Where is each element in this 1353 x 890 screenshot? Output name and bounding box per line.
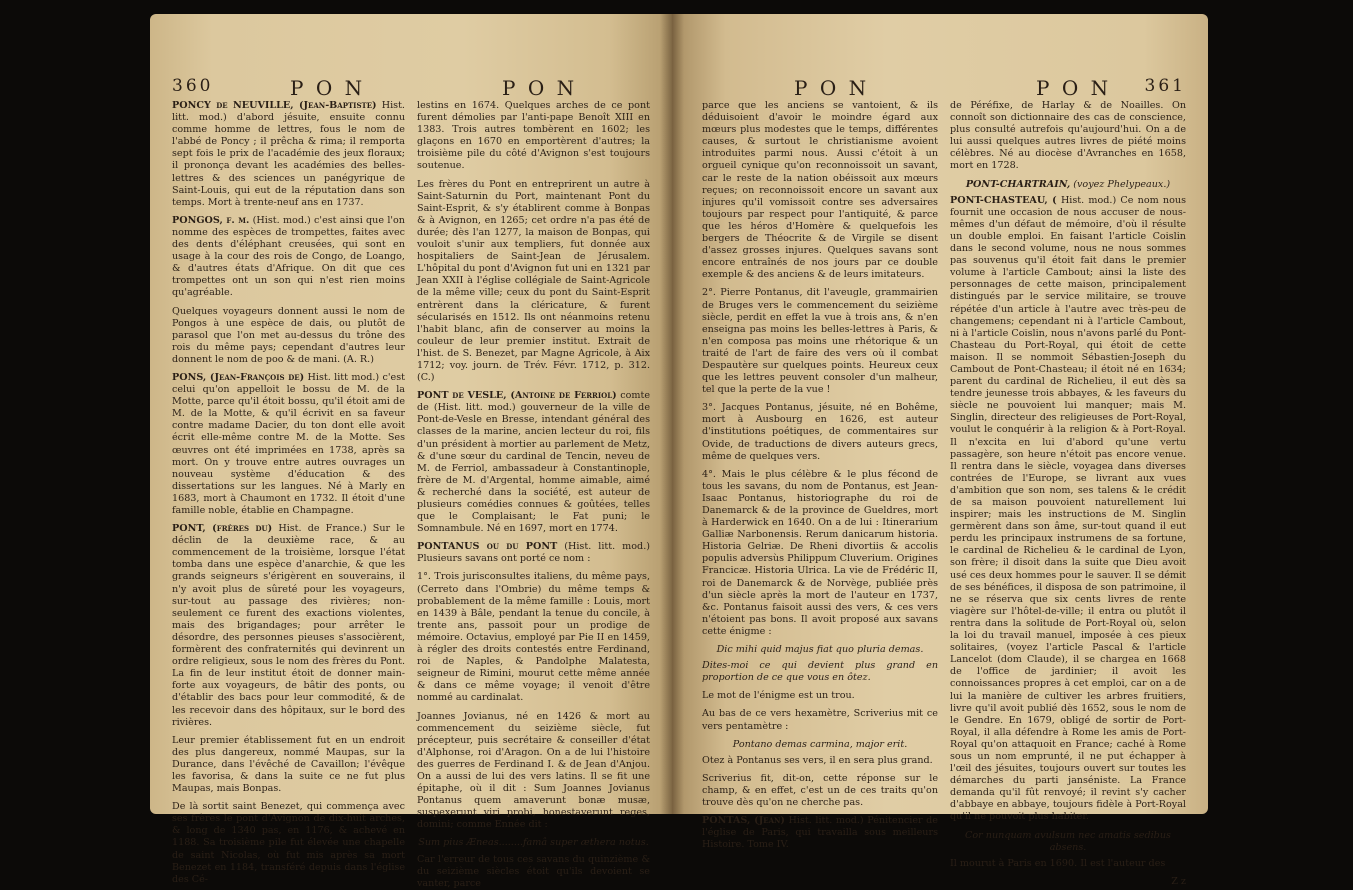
article-text: 3°. Jacques Pontanus, jésuite, né en Bohême, mort à Ausbourg en 1626, est auteur d'institutions poétiques, de commentaires sur Ovide, de traductions de divers auteurs grecs, même de quelques vers. bbox=[702, 402, 938, 462]
article-text: (voyez Phelypeaux.) bbox=[1073, 178, 1171, 190]
article-paragraph bbox=[702, 644, 938, 656]
article-paragraph bbox=[950, 179, 1186, 191]
article-paragraph bbox=[950, 830, 1186, 854]
article-paragraph bbox=[702, 100, 938, 281]
article-paragraph bbox=[172, 523, 405, 729]
article-text: (Hist. mod.) c'est ainsi que l'on nomme des espèces de trompettes, faites avec des dents d'éléphant creusées, qui sont en usage à la cour des rois de Congo, de Loango, & d'autres états d'Afrique. On dit que ces trompettes ont un son qui n'est rien moins qu'agréable. bbox=[172, 214, 405, 299]
article-text: De là sortit saint Benezet, qui commença avec ses frères le pont d'Avignon de dix-huit arches, & long de 1340 pas, en 1176, & achevé en 1188. Sa troisième pile fut élevée une chapelle de saint Nicolas, où fut mis après sa mort Benezet en 1184, transféré depuis dans l'église des Cé- bbox=[172, 801, 405, 885]
article-text: Z z bbox=[1171, 875, 1186, 887]
article-paragraph bbox=[172, 100, 405, 209]
article-paragraph bbox=[417, 541, 650, 565]
article-paragraph bbox=[417, 571, 650, 704]
headword: PONGOS, f. m. bbox=[172, 214, 250, 226]
article-text: parce que les anciens se vantoient, & ils déduisoient d'avoir le moindre égard aux mœurs plus modestes que le temps, différentes causes, & surtout le christianisme avoient introduites parmi nous. Aussi c'étoit à un orgueil cynique qu'on reconnoissoit un savant, car le reste de la nation obéissoit aux mœurs reçues; on reconnoissoit encore un savant aux injures qu'il vomissoit contre ses adversaires toujours par respect pour l'antiquité, & parce que les héros d'Homère & quelquefois les bergers de Théocrite & de Virgile se disent d'assez grosses injures. Quelques savans sont encore entraînés de nos jours par ce double exemple & des anciens & de leurs imitateurs. bbox=[702, 100, 938, 281]
article-text: Pontano demas carmina, major erit. bbox=[732, 738, 908, 750]
running-head-text: P O N bbox=[290, 76, 366, 100]
text-columns bbox=[172, 100, 650, 889]
article-paragraph bbox=[702, 469, 938, 638]
left-page bbox=[150, 14, 672, 889]
headword: PONT-CHASTEAU, ( bbox=[950, 194, 1057, 206]
article-paragraph bbox=[417, 711, 650, 832]
article-text: (Hist. litt. mod.) Plusieurs savans ont porté ce nom : bbox=[417, 541, 650, 565]
article-text: Hist. litt. mod.) Pénitencier de l'église de Paris, qui travailla sous meilleurs Histoire. Tome IV. bbox=[702, 815, 938, 851]
article-text: Scriverius fit, dit-on, cette réponse sur le champ, & en effet, c'est un de ces traits qu'on trouve dès qu'on ne cherche pas. bbox=[702, 772, 938, 808]
headword: PONT de VESLE, (Antoine de Ferriol) bbox=[417, 390, 617, 402]
article-paragraph bbox=[417, 179, 650, 385]
article-text: 2°. Pierre Pontanus, dit l'aveugle, grammairien de Bruges vers le commencement du seizième siècle, perdit en effet la vue à trois ans, & n'en enseigna pas moins les belles-lettres à Paris, & n'en composa pas moins une rhétorique & un traité de l'art de faire des vers où il combat Despautère sur quelques points. Heureux ceux que les lettres peuvent consoler d'un malheur, tel que la perte de la vue ! bbox=[702, 287, 938, 396]
article-text: Otez à Pontanus ses vers, il en sera plus grand. bbox=[702, 754, 933, 766]
running-head-right bbox=[702, 76, 1186, 98]
article-text: Hist. litt mod.) c'est celui qu'on appelloit le bossu de M. de la Motte, parce qu'il étoit bossu, qu'il étoit ami de M. de la Motte, & qu'il écrivit en sa faveur contre madame Dacier, du ton dont elle avoit écrit elle-même contre M. de la Motte. Ses œuvres ont été imprimées en 1738, après sa mort. On y trouve entre autres ouvrages un nouveau système d'éducation & des dissertations sur les langues. Né à Marly en 1683, mort à Chaumont en 1732. Il étoit d'une famille noble, établie en Champagne. bbox=[172, 371, 405, 516]
text-columns bbox=[702, 100, 1186, 887]
article-paragraph bbox=[950, 100, 1186, 173]
article-text: Hist. mod.) Ce nom nous fournit une occasion de nous accuser de nous-mêmes d'un défaut de mémoire, d'où il résulte un double emploi. En faisant l'article Coislin dans le second volume, nous ne nous sommes pas souvenus qu'il étoit fait dans le premier volume à l'article Cambout; ainsi la liste des personnages de cette maison, principalement distingués par le service militaire, se trouve répétée d'un article à l'autre avec très-peu de changemens; cependant ni à l'article Cambout, ni à l'article Coislin, nous n'avons parlé du Pont-Chasteau du Port-Royal, qui étoit de cette maison. Il se nommoit Sébastien-Joseph du Cambout de Pont-Chasteau; il étoit né en 1634; parent du cardinal de Richelieu, il eut dès sa tendre jeunesse trois abbayes, & les faveurs du siècle ne pouvoient lui manquer; mais M. Singlin, directeur des religieuses de Port-Royal, voulut le conquérir à la religion & à Port-Royal. Il n'excita en lui d'abord qu'une vertu passagère, son heure n'étoit pas encore venue. Il rentra dans le siècle, voyagea dans diverses contrées de l'Europe, se livrant aux vues d'ambition que son nom, ses talens & le crédit de sa maison pouvoient naturellement lui inspirer; mais les instructions de M. Singlin germèrent dans son âme, sur-tout quand il eut perdu les principaux instrumens de sa fortune, le cardinal de Richelieu & le cardinal de Lyon, son frère; il disoit dans la suite que Dieu avoit usé ces deux hommes pour le sauver. Il se démit de ses bénéfices, il disposa de son patrimoine, il ne se réserva que six cents livres de rente viagère sur l'hôtel-de-ville; il entra ou plutôt il rentra dans la solitude de Port-Royal où, selon la loi du travail manuel, imposée à ces pieux solitaires, (voyez l'article Pascal & l'article Lancelot (dom Claude), il se chargea en 1668 de l'office de jardinier; il avoit les connoissances propres à cet emploi, car on a de lui la manière de cultiver les arbres fruitiers, livre qu'il avoit publié dès 1652, sous le nom de le Gendre. En 1679, obligé de sortir de Port-Royal, il alla défendre à Rome les amis de Port-Royal qu'on attaquoit en France; caché à Rome sous un nom emprunté, il ne put échapper à l'œil des jésuites, toujours ouvert sur toutes les démarches du parti janséniste. La France demanda qu'il fût renvoyé; il revint s'y cacher d'abbaye en abbaye, toujours fidèle à Port-Royal qu'il ne pouvoit plus habiter. bbox=[950, 194, 1186, 823]
headword: PONS, (Jean-François de) bbox=[172, 371, 305, 383]
article-paragraph bbox=[702, 708, 938, 732]
article-text: Dic mihi quid majus fiat quo pluria demas. bbox=[716, 644, 924, 656]
headword: PONTANUS ou du PONT bbox=[417, 541, 558, 553]
article-text: Hist. litt. mod.) d'abord jésuite, ensuite connu comme homme de lettres, fous le nom de l'abbé de Poncy ; il prêcha & rima; il remporta sept fois le prix de l'académie des jeux floraux; il prononça devant les académies des belles-lettres & des sciences un panégyrique de Saint-Louis, qui eut de la réputation dans son temps. Mort à trente-neuf ans en 1737. bbox=[172, 100, 405, 208]
article-paragraph bbox=[950, 195, 1186, 824]
article-paragraph bbox=[702, 755, 938, 767]
article-paragraph bbox=[702, 402, 938, 462]
article-paragraph bbox=[417, 100, 650, 173]
article-text: 1°. Trois jurisconsultes italiens, du même pays, (Cerreto dans l'Ombrie) du même temps & probablement de la même famille : Louis, mort en 1439 à Bâle, pendant la tenue du concile, à trente ans, passoit pour un prodige de mémoire. Octavius, employé par Pie II en 1459, à régler des droits contestés entre Ferdinand, roi de Naples, & Pandolphe Malatesta, seigneur de Rimini, mourut cette même année & dans ce même voyage; il venoit d'être nommé au cardinalat. bbox=[417, 571, 650, 704]
article-paragraph bbox=[702, 815, 938, 851]
article-paragraph bbox=[950, 858, 1186, 870]
article-paragraph bbox=[702, 287, 938, 396]
article-paragraph bbox=[172, 372, 405, 517]
headword: PONCY de NEUVILLE, (Jean-Baptiste) bbox=[172, 100, 377, 111]
page-number: 360 bbox=[172, 76, 214, 96]
article-paragraph bbox=[702, 739, 938, 751]
article-text: de Péréfixe, de Harlay & de Noailles. On connoît son dictionnaire des cas de conscience, plus consulté autrefois qu'aujourd'hui. On a de lui aussi quelques autres livres de piété moins célèbres. Né au diocèse d'Avranches en 1658, mort en 1728. bbox=[950, 100, 1186, 172]
article-text: Hist. de France.) Sur le déclin de la deuxième race, & au commencement de la troisième, lorsque l'état tomba dans une espèce d'anarchie, & que les grands seigneurs s'érigèrent en souverains, il n'y avoit plus de sûreté pour les voyageurs, sur-tout au passage des rivières; non-seulement ce furent des exactions violentes, mais des brigandages; pour arrêter le désordre, des personnes pieuses s'associèrent, formèrent des confraternités qui devinrent un ordre religieux, sous le nom des frères du Pont. La fin de leur institut étoit de donner main-forte aux voyageurs, de bâtir des ponts, ou d'établir des bacs pour leur commodité, & de les recevoir dans des hôpitaux, sur le bord des rivières. bbox=[172, 523, 405, 728]
headword: PONTAS, (Jean) bbox=[702, 815, 785, 827]
column bbox=[702, 100, 938, 851]
article-paragraph bbox=[702, 773, 938, 809]
article-text: Quelques voyageurs donnent aussi le nom de Pongos à une espèce de dais, ou plutôt de parasol que l'on met au-dessus du trône des rois du même pays; cependant d'autres leur donnent le nom de poo & de mani. (A. R.) bbox=[172, 305, 405, 365]
article-paragraph bbox=[702, 690, 938, 702]
column bbox=[172, 100, 405, 885]
book-gutter bbox=[660, 14, 684, 814]
column bbox=[950, 100, 1186, 887]
column bbox=[417, 100, 650, 889]
article-paragraph bbox=[702, 660, 938, 684]
article-text: lestins en 1674. Quelques arches de ce pont furent démolies par l'anti-pape Benoît XIII en 1383. Trois autres tombèrent en 1602; les glaçons en 1670 en emportèrent d'autres; la troisième pile du côté d'Avignon s'est toujours soutenue. bbox=[417, 100, 650, 172]
article-text: Au bas de ce vers hexamètre, Scriverius mit ce vers pentamètre : bbox=[702, 708, 938, 732]
article-paragraph bbox=[417, 390, 650, 535]
running-head-text: P O N bbox=[502, 76, 578, 100]
article-text: Les frères du Pont en entreprirent un autre à Saint-Saturnin du Port, maintenant Pont du Saint-Esprit, & s'y établirent comme à Bonpas & à Avignon, en 1265; cet ordre n'a pas été de durée; dès l'an 1277, la maison de Bonpas, qui vouloit s'unir aux templiers, fut donnée aux hospitaliers de Saint-Jean de Jérusalem. L'hôpital du pont d'Avignon fut uni en 1321 par Jean XXII à l'église collégiale de Saint-Agricole de la même ville; ceux du pont du Saint-Esprit entrèrent dans la cléricature, & furent sécularisés en 1512. Ils ont néanmoins retenu l'habit blanc, afin de conserver au moins la couleur de leur premier institut. Extrait de l'hist. de S. Benezet, par Magne Agricole, à Aix 1712; voy. journ. de Trév. Févr. 1712, p. 312. (C.) bbox=[417, 178, 650, 384]
article-text: Dites-moi ce qui devient plus grand en proportion de ce que vous en ôtez. bbox=[702, 660, 938, 684]
running-head-text: P O N bbox=[794, 76, 870, 100]
article-paragraph bbox=[172, 735, 405, 795]
article-text: Car l'erreur de tous ces savans du quinzième & du seizième siècles étoit qu'ils devoient se vanter, parce bbox=[417, 853, 650, 889]
article-paragraph bbox=[172, 801, 405, 886]
article-text: 4°. Mais le plus célèbre & le plus fécond de tous les savans, du nom de Pontanus, est Jean-Isaac Pontanus, historiographe du roi de Danemarck & de la province de Gueldres, mort à Harderwick en 1640. On a de lui : Itinerarium Galliæ Narbonensis. Rerum danicarum historia. Historia Gelriæ. De Rheni divortiis & accolis populis adversùs Philippum Cluverium. Origines Francicæ. Historia Ulrica. La vie de Frédéric II, roi de Danemarck & de Norvège, publiée près d'un siècle après la mort de l'auteur en 1737, &c. Pontanus faisoit aussi des vers, & ces vers n'étoient pas bons. Il avoit proposé aux savans cette énigme : bbox=[702, 468, 938, 637]
article-text: Sum pius Æneas........famâ super æthera notus. bbox=[418, 837, 649, 849]
article-paragraph bbox=[417, 854, 650, 890]
article-text: Le mot de l'énigme est un trou. bbox=[702, 690, 855, 702]
article-text: Cor nunquam avulsum nec amatis sedibus absens. bbox=[965, 829, 1171, 853]
article-paragraph bbox=[172, 215, 405, 300]
article-paragraph bbox=[172, 306, 405, 366]
running-head-text: P O N bbox=[1036, 76, 1112, 100]
page-number: 361 bbox=[1144, 76, 1186, 96]
headword: PONT-CHARTRAIN, bbox=[965, 178, 1071, 190]
running-head-left bbox=[172, 76, 650, 98]
article-text: Il mourut à Paris en 1690. Il est l'auteur des bbox=[950, 857, 1166, 869]
article-text: Leur premier établissement fut en un endroit des plus dangereux, nommé Maupas, sur la Durance, dans l'évêché de Cavaillon; l'évêque les favorisa, & dans la suite ce ne fut plus Maupas, mais Bonpas. bbox=[172, 734, 405, 795]
right-page bbox=[672, 14, 1208, 887]
article-text: Joannes Jovianus, né en 1426 & mort au commencement du seizième siècle, fut précepteur, puis secrétaire & conseiller d'état d'Alphonse, roi d'Aragon. On a de lui l'histoire des guerres de Ferdinand I. & de Jean d'Anjou. On a aussi de lui des vers latins. Il se fit une épitaphe, où il dit : Sum Joannes Jovianus Pontanus quem amaverunt bonæ musæ, suspexerunt viri probi, honestaverunt reges, domini; comme Ennée dit : bbox=[417, 710, 650, 831]
article-paragraph bbox=[950, 876, 1186, 888]
headword: PONT, (frères du) bbox=[172, 523, 273, 535]
article-paragraph bbox=[417, 837, 650, 849]
article-text: comte de (Hist. litt. mod.) gouverneur de la ville de Pont-de-Vesle en Bresse, intendant général des classes de la marine, ancien lecteur du roi, fils d'un président à mortier au parlement de Metz, & d'une sœur du cardinal de Tencin, neveu de M. de Ferriol, ambassadeur à Constantinople, frère de M. d'Argental, homme aimable, aimé & recherché dans la société, est auteur de plusieurs comédies connues & goûtées, telles que le Complaisant; le Fat puni; le Somnambule. Né en 1697, mort en 1774. bbox=[417, 390, 650, 535]
